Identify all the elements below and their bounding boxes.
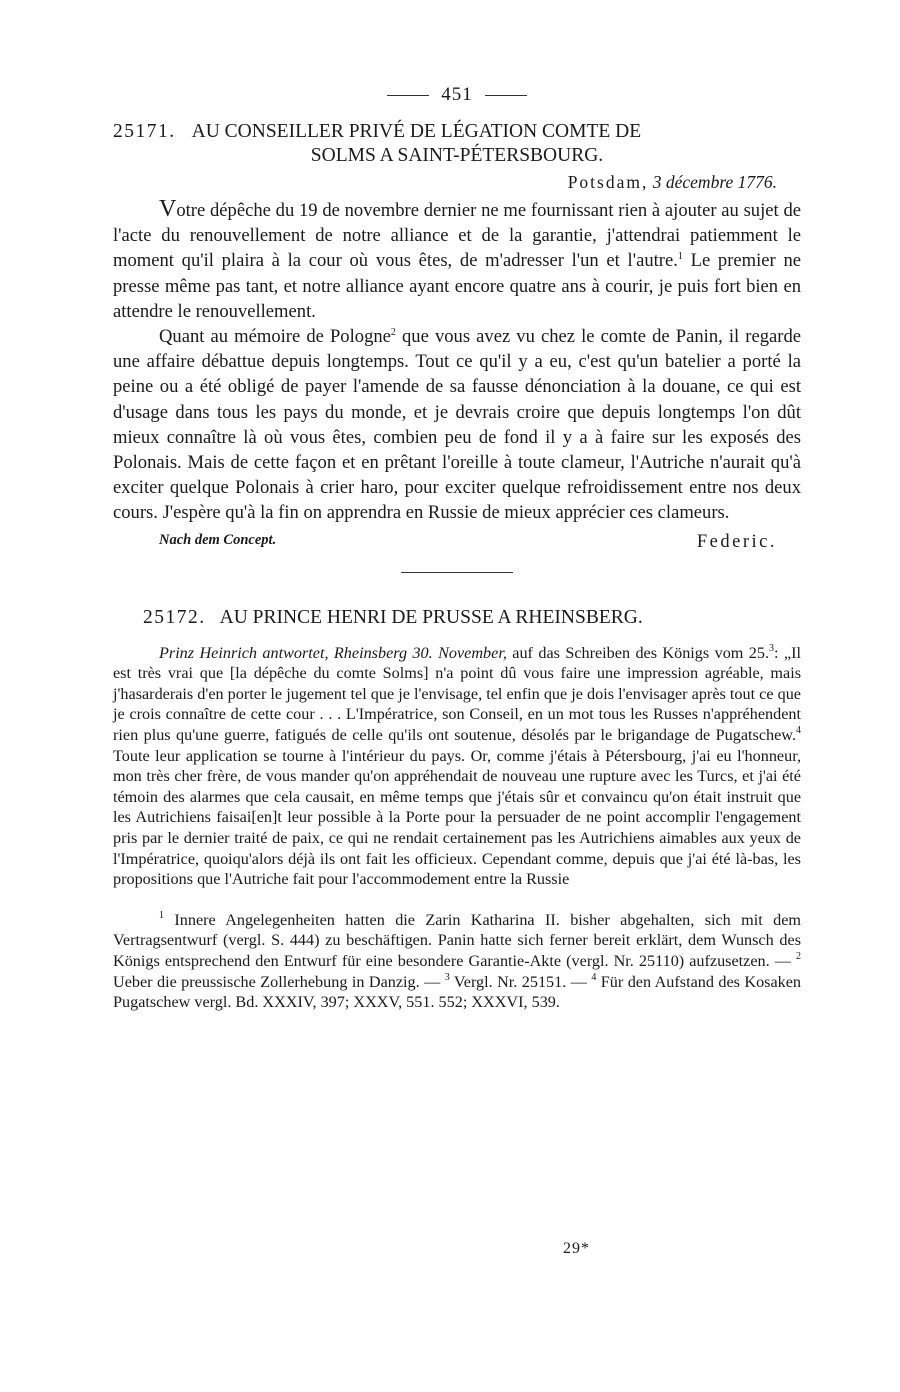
footnote-1: Innere Angelegenheiten hatten die Zarin Katharina II. bisher abgehalten, sich mit dem Vertragsentwurf (vergl. S. 444) zu beschäftigen. Panin hatte sich ferner bereit erklärt, dem Wunsch des Königs entsprechend den Entwurf für eine besondere Garantie-Akte (vergl. Nr. 25110) aufzusetzen. — xyxy=(113,910,801,970)
letter-1-number: 25171. xyxy=(113,121,176,142)
letter-1-body xyxy=(113,197,801,526)
footnote-ref-2: 2 xyxy=(390,327,396,339)
letter-1-p1-text-b: Le premier ne presse même pas tant, et notre alliance ayant encore quatre ans à courir, je puis fort bien en attendre le renouvellement. xyxy=(113,250,801,322)
letter-1-initial: V xyxy=(159,196,177,222)
letter-2-intro-c: Toute leur application se tourne à l'intérieur du pays. Or, comme j'étais à Pétersbourg, j'ai eu l'honneur, mon très cher frère, de vous mander qu'on appréhendait de nouveau une rupture avec les Turcs, et j'ai été témoin des alarmes que cela causait, en même temps que j'étais sûr et convaincu qu'on était instruit que les Autrichiens faisai[en]t leur possible à la Porte pour la persuader de ne point accomplir l'engagement pris par le dernier traité de paix, ce qui ne rendait certainement pas les Autrichiens aimables aux yeux de l'Impératrice, quoiqu'alors déjà ils ont fait les officieux. Cependant comme, depuis que j'ai été là-bas, les propositions que l'Autriche fait pour l'accommodement entre la Russie xyxy=(113,746,801,889)
letter-1-closing xyxy=(113,526,801,554)
letter-1-place: Potsdam, xyxy=(567,172,649,192)
letter-1-title-line2: SOLMS A SAINT-PÉTERSBOURG. xyxy=(310,145,604,166)
header-rule-right xyxy=(485,95,527,96)
footnote-mark-3: 3 xyxy=(444,971,450,983)
letter-2-intro-b: : „Il est très vrai que [la dépêche du comte Solms] n'a point dû vous faire une impression agréable, mais j'hasarderais d'en porter le jugement tel que je l'envisage, tel enfin que je dois l'envisager après tout ce que je crois connaître de cette cour . . . L'Impératrice, son Conseil, en un mot tous les Russes n'appréhendent rien plus qu'une guerre, fatigués de celle qu'ils ont soutenue, désolés par le brigandage de Pugatschew. xyxy=(113,643,801,745)
footnote-3: Vergl. Nr. 25151. — xyxy=(449,972,587,991)
letter-2-title: AU PRINCE HENRI DE PRUSSE A RHEINSBERG. xyxy=(219,606,643,628)
page-header xyxy=(113,84,801,106)
footnote-2: Ueber die preussische Zollerhebung in Danzig. — xyxy=(113,972,441,991)
letter-1-signature: Federic. xyxy=(696,531,777,552)
footnote-mark-1: 1 xyxy=(159,909,164,921)
letter-2-intro xyxy=(113,643,801,890)
footnote-4: Für den Aufstand des Kosaken Pugatschew vergl. Bd. XXXIV, 397; XXXV, 551. 552; XXXVI, 539. xyxy=(113,972,802,1012)
letter-1-heading xyxy=(113,120,801,168)
page-number: 451 xyxy=(441,84,473,105)
footnote-ref-4: 4 xyxy=(796,725,801,737)
letter-2-intro-a: auf das Schreiben des Königs vom 25. xyxy=(506,643,770,662)
letter-1-dateline xyxy=(113,172,777,193)
section-divider xyxy=(401,572,513,573)
letter-1-p2-text-a: Quant au mémoire de Pologne xyxy=(159,326,391,348)
letter-1-title-line1: AU CONSEILLER PRIVÉ DE LÉGATION COMTE DE xyxy=(191,121,642,142)
letter-1-paragraph-1 xyxy=(113,197,801,324)
letter-1-paragraph-2 xyxy=(113,324,801,526)
footnote-block xyxy=(113,910,801,1013)
footnote-mark-2: 2 xyxy=(796,950,802,962)
letter-1-date: 3 décembre 1776. xyxy=(652,172,777,192)
letter-2-number: 25172. xyxy=(143,606,206,628)
footnote-ref-3: 3 xyxy=(769,642,775,654)
book-page xyxy=(113,84,801,1013)
header-rule-left xyxy=(387,95,429,96)
letter-2-intro-paragraph xyxy=(113,643,801,890)
sheet-signature: 29* xyxy=(563,1240,590,1257)
letter-1-p1-text-a: otre dépêche du 19 de novembre dernier ne me fournissant rien à ajouter au sujet de l'acte du renouvellement de notre alliance et de la garantie, j'attendrai patiemment le moment qu'il plaira à la cour où vous êtes, de m'adresser l'un et l'autre. xyxy=(113,200,801,272)
footnote-mark-4: 4 xyxy=(591,971,597,983)
footnote-ref-1: 1 xyxy=(677,251,683,263)
letter-1-source: Nach dem Concept. xyxy=(159,531,277,548)
footnotes xyxy=(113,910,801,1013)
letter-2-intro-italic: Prinz Heinrich antwortet, Rheinsberg 30. November, xyxy=(159,643,507,662)
letter-2-heading xyxy=(113,607,801,629)
letter-1-p2-text-b: que vous avez vu chez le comte de Panin, il regarde une affaire débattue depuis longtemps. Tout ce qu'il y a eu, c'est qu'un batelier a porté la peine ou a été obligé de payer l'amende de sa fausse dénonciation à la douane, ce qui est d'usage dans tous les pays du monde, et je devrais croire que depuis longtemps l'on dût mieux connaître là où vous êtes, combien peu de fond il y a à faire sur les exposés des Polonais. Mais de cette façon et en prêtant l'oreille à toute clameur, l'Autriche n'aurait qu'à exciter quelque Polonais à crier haro, pour exciter quelque refroidissement entre nos deux cours. J'espère qu'à la fin on apprendra en Russie de mieux apprécier ces clameurs. xyxy=(113,326,802,524)
